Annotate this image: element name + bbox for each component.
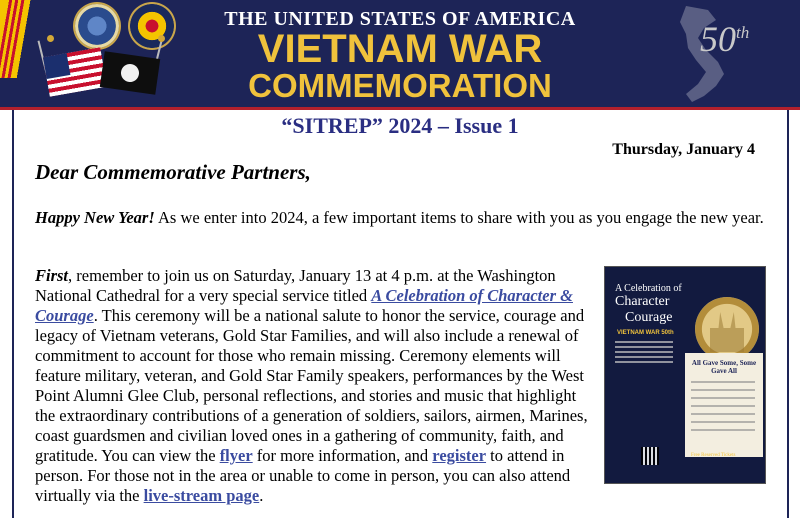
- flyer-card-line: [691, 413, 755, 415]
- paragraph-lead: First: [35, 266, 69, 285]
- dod-seal-icon: [75, 4, 119, 48]
- live-stream-link[interactable]: live-stream page: [143, 486, 260, 505]
- header-banner: [0, 0, 800, 107]
- qr-code-icon: [641, 447, 659, 465]
- paragraph-text: to attend in person. For those not in the area or unable to come in person, you can also attend virtually via the: [35, 446, 571, 505]
- vietnam-service-ribbon: [0, 0, 40, 78]
- event-link[interactable]: A Celebration of Character & Courage: [35, 286, 573, 325]
- flyer-card-title: All Gave Some, Some Gave All: [691, 359, 757, 375]
- paragraph-text: for more information, and: [252, 446, 433, 465]
- paragraph-celebration: [35, 266, 593, 506]
- flyer-card-line: [691, 381, 755, 383]
- paragraph-lead: Happy New Year!: [35, 208, 155, 227]
- flyer-tickets: Free Reserved Tickets: [691, 453, 736, 458]
- banner-line-1: THE UNITED STATES OF AMERICA: [224, 8, 576, 30]
- flyer-link[interactable]: flyer: [219, 446, 253, 465]
- flag-finial: [158, 35, 165, 42]
- anniversary-50th-logo: 50th: [700, 19, 750, 59]
- page-border-right: [787, 110, 789, 518]
- paragraph-text: .: [259, 486, 264, 505]
- flyer-card-line: [691, 405, 755, 407]
- flyer-card-line: [691, 389, 755, 391]
- us-flag-icon: [43, 47, 107, 96]
- commemoration-seal-icon: [130, 4, 174, 48]
- flyer-card-line: [691, 421, 755, 423]
- salutation: Dear Commemorative Partners,: [35, 160, 311, 184]
- paragraph-text: , remember to join us on Saturday, January 13 at 4 p.m. at the Washington National Cathedral for a very special service titled: [35, 266, 556, 305]
- flyer-heading: A Celebration of: [615, 283, 682, 294]
- flyer-card-line: [691, 397, 755, 399]
- flyer-subline: VIETNAM WAR 50th: [617, 330, 674, 336]
- banner-divider: [0, 107, 800, 110]
- flyer-info-card: [685, 353, 763, 457]
- paragraph-text: As we enter into 2024, a few important items to share with you as you engage the new year.: [154, 208, 764, 227]
- flag-finial: [47, 35, 54, 42]
- newsletter-date: Thursday, January 4: [612, 141, 755, 158]
- flyer-word-courage: Courage: [625, 310, 673, 325]
- page-border-left: [12, 110, 14, 518]
- event-flyer-image[interactable]: [604, 266, 766, 484]
- paragraph-text: . This ceremony will be a national salute to honor the service, courage and legacy of Vietnam veterans, Gold Star Families, and will also include a renewal of commitment to account for those who remain missing. Ceremony elements will feature military, veteran, and Gold Star Family speakers, performances by the West Point Alumni Glee Club, personal reflections, and stories and music that highlight the extraordinary contributions of a generation of soldiers, sailors, airmen, Marines, coast guardsmen and civilian loved ones in a gathering of community, faith, and gratitude. You can view the: [35, 306, 588, 465]
- flyer-details-text: [615, 341, 673, 371]
- paragraph-new-year: [35, 208, 775, 228]
- register-link[interactable]: register: [432, 446, 487, 465]
- newsletter-title: “SITREP” 2024 – Issue 1: [281, 113, 519, 138]
- banner-line-2: VIETNAM WAR: [257, 27, 543, 71]
- pow-mia-flag-icon: [100, 51, 160, 94]
- banner-line-3: COMMEMORATION: [248, 67, 552, 104]
- flyer-word-character: Character: [615, 294, 670, 309]
- flyer-card-line: [691, 429, 755, 431]
